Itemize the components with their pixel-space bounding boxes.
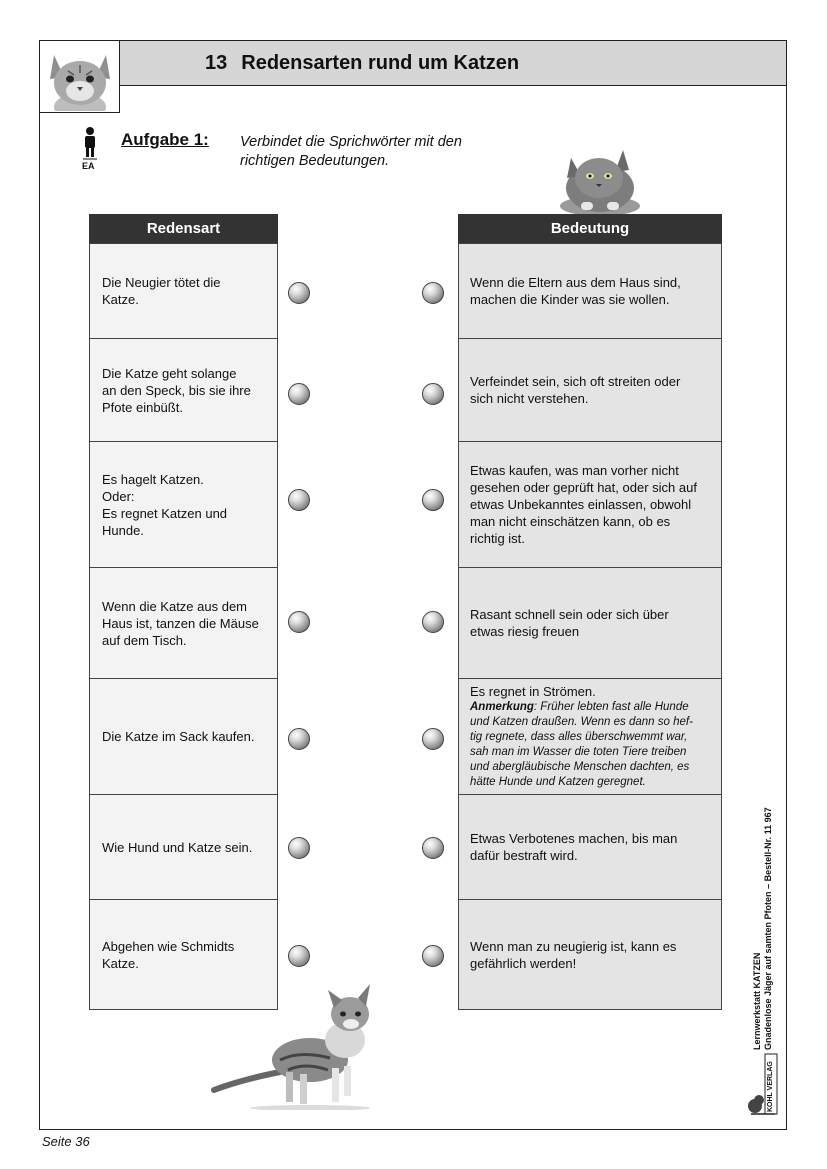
kitten-photo-bottom bbox=[210, 980, 395, 1110]
publisher-name: KOHL VERLAG bbox=[767, 1061, 774, 1112]
idiom-cell: Es hagelt Katzen. Oder: Es regnet Katzen und Hunde. bbox=[89, 441, 278, 568]
meaning-cell: Wenn die Eltern aus dem Haus sind, machen die Kinder was sie wollen. bbox=[458, 243, 722, 339]
page-number: Seite 36 bbox=[42, 1134, 90, 1149]
publisher-logo bbox=[745, 1048, 779, 1118]
kitten-thumbnail bbox=[40, 41, 120, 113]
meaning-cell: Es regnet in Strömen. Anmerkung: Früher lebten fast alle Hunde und Katzen draußen. Wenn es dann so hef- tig regnete, dass alles überschwemmt war, sah man im Wasser die toten Tiere treiben und abergläubische Menschen dachten, es hätte Hunde und Katzen geregnet. bbox=[458, 678, 722, 795]
left-connect-dot[interactable] bbox=[288, 728, 310, 750]
left-connect-dot[interactable] bbox=[288, 383, 310, 405]
idiom-cell: Abgehen wie Schmidts Katze. bbox=[89, 899, 278, 1010]
left-connect-dot[interactable] bbox=[288, 837, 310, 859]
chapter-number: 13 bbox=[205, 52, 228, 74]
publication-info: Lernwerkstatt KATZEN Gnadenlose Jäger auf samten Pfoten – Bestell-Nr. 11 967 bbox=[752, 807, 773, 1050]
right-connect-dot[interactable] bbox=[422, 837, 444, 859]
individual-work-icon bbox=[80, 126, 100, 174]
series-title: Lernwerkstatt KATZEN bbox=[752, 952, 762, 1050]
series-subtitle: Gnadenlose Jäger auf samten Pfoten bbox=[763, 891, 773, 1050]
right-connect-dot[interactable] bbox=[422, 282, 444, 304]
right-connect-dot[interactable] bbox=[422, 945, 444, 967]
meaning-cell: Verfeindet sein, sich oft streiten oder sich nicht verstehen. bbox=[458, 338, 722, 442]
right-connect-dot[interactable] bbox=[422, 611, 444, 633]
idiom-cell: Die Neugier tötet die Katze. bbox=[89, 243, 278, 339]
column-header-idiom: Redensart bbox=[89, 214, 278, 243]
page-title bbox=[205, 52, 519, 75]
meaning-cell: Etwas Verbotenes machen, bis man dafür bestraft wird. bbox=[458, 794, 722, 900]
left-connect-dot[interactable] bbox=[288, 611, 310, 633]
cat-photo-top bbox=[555, 140, 645, 216]
meaning-cell: Rasant schnell sein oder sich über etwas riesig freuen bbox=[458, 567, 722, 679]
task-instruction: Verbindet die Sprichwörter mit den richtigen Bedeutungen. bbox=[240, 134, 462, 169]
right-connect-dot[interactable] bbox=[422, 489, 444, 511]
left-connect-dot[interactable] bbox=[288, 945, 310, 967]
left-connect-dot[interactable] bbox=[288, 489, 310, 511]
idiom-cell: Die Katze im Sack kaufen. bbox=[89, 678, 278, 795]
meaning-cell: Wenn man zu neugierig ist, kann es gefährlich werden! bbox=[458, 899, 722, 1010]
idiom-cell: Die Katze geht solange an den Speck, bis sie ihre Pfote einbüßt. bbox=[89, 338, 278, 442]
meaning-cell: Etwas kaufen, was man vorher nicht gesehen oder geprüft hat, oder sich auf etwas Unbekanntes einlassen, obwohl man nicht einschätzen kann, ob es richtig ist. bbox=[458, 441, 722, 568]
chapter-title: Redensarten rund um Katzen bbox=[241, 52, 520, 74]
left-connect-dot[interactable] bbox=[288, 282, 310, 304]
idiom-cell: Wenn die Katze aus dem Haus ist, tanzen die Mäuse auf dem Tisch. bbox=[89, 567, 278, 679]
column-header-meaning: Bedeutung bbox=[458, 214, 722, 243]
order-number: Bestell-Nr. 11 967 bbox=[763, 807, 773, 882]
ea-label: EA bbox=[82, 161, 95, 171]
right-connect-dot[interactable] bbox=[422, 383, 444, 405]
note-text: : Früher lebten fast alle Hunde und Katzen draußen. Wenn es dann so hef- tig regnete, dass alles überschwemmt war, sah man im Wasser die toten Tiere treiben und abergläubische Menschen dachten, es hätte Hunde und Katzen geregnet. bbox=[470, 701, 693, 788]
note-label: Anmerkung bbox=[470, 701, 534, 713]
idiom-cell: Wie Hund und Katze sein. bbox=[89, 794, 278, 900]
right-connect-dot[interactable] bbox=[422, 728, 444, 750]
note bbox=[470, 700, 693, 790]
task-label: Aufgabe 1: bbox=[121, 130, 209, 149]
